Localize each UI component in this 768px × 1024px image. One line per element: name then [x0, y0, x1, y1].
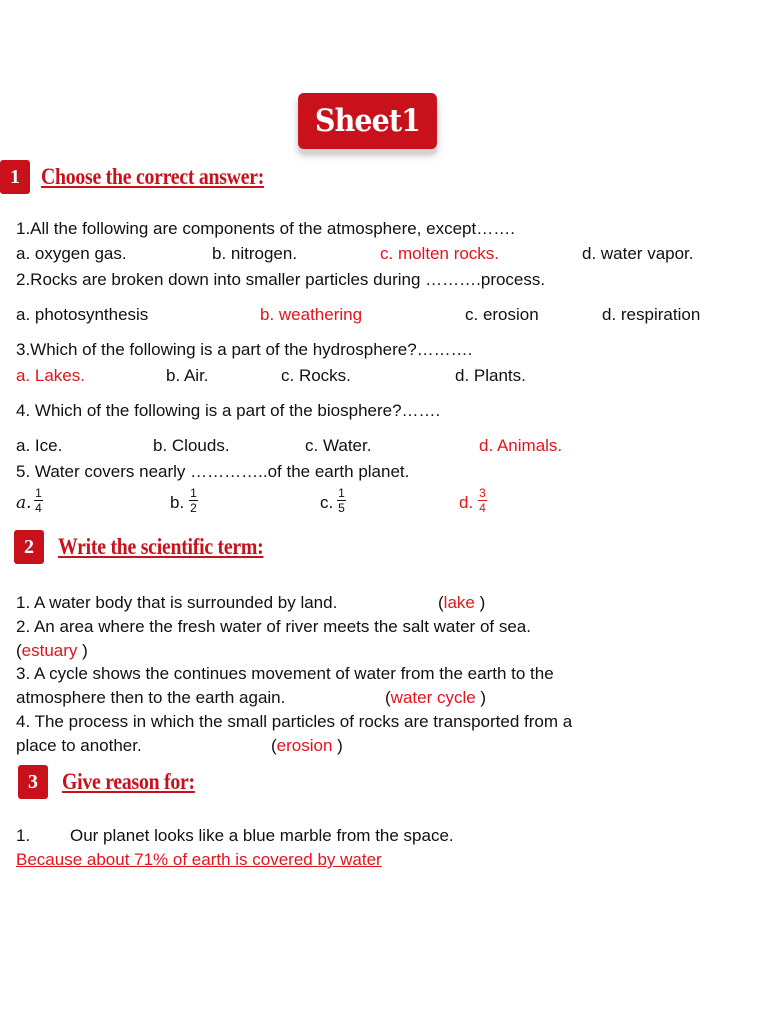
term-1-text: 1. A water body that is surrounded by land.: [16, 593, 338, 612]
q4-option-d-answer: d. Animals.: [479, 436, 563, 455]
q1-option-d: d. water vapor.: [582, 244, 694, 263]
q5-option-b-prefix: b.: [170, 493, 185, 512]
open-paren: (: [438, 593, 444, 612]
q4-option-b: b. Clouds.: [153, 436, 230, 455]
q3-option-d: d. Plants.: [455, 366, 526, 385]
q5-option-a-numerator: 1: [35, 486, 42, 500]
section-2-number: 2: [14, 530, 44, 564]
question-2-text: 2.Rocks are broken down into smaller particles during ……….process.: [16, 270, 546, 289]
sheet-title: Sheet1: [298, 93, 437, 149]
reason-1-text: Our planet looks like a blue marble from the space.: [70, 826, 454, 845]
q1-option-c-answer: c. molten rocks.: [380, 244, 500, 263]
q5-option-a-fraction: [34, 487, 43, 514]
q5-option-c-prefix: c.: [320, 493, 334, 512]
q3-option-a-answer: a. Lakes.: [16, 366, 85, 385]
section-3-number: 3: [18, 765, 48, 799]
q3-option-b: b. Air.: [166, 366, 209, 385]
q1-option-b: b. nitrogen.: [212, 244, 298, 263]
q5-option-c-numerator: 1: [338, 486, 345, 500]
term-2-text: 2. An area where the fresh water of river meets the salt water of sea.: [16, 617, 531, 636]
open-paren: (: [16, 641, 22, 660]
section-3-heading: Give reason for:: [62, 769, 195, 794]
term-4-answer: erosion: [276, 736, 333, 755]
q5-option-d-prefix-answer: d.: [459, 493, 474, 512]
term-2-answer-line: [16, 641, 88, 661]
term-4-answer-line: [271, 736, 343, 756]
q2-option-b-answer: b. weathering: [260, 305, 363, 324]
section-1-heading: Choose the correct answer:: [41, 164, 265, 189]
q2-option-c: c. erosion: [465, 305, 539, 324]
term-3-answer: water cycle: [390, 688, 476, 707]
q5-option-b-fraction: [189, 487, 198, 514]
q1-option-a: a. oxygen gas.: [16, 244, 127, 263]
close-paren: ): [77, 641, 88, 660]
q5-option-c-fraction: [337, 487, 346, 514]
question-5-text: 5. Water covers nearly …………..of the earth planet.: [16, 462, 410, 481]
q3-option-c: c. Rocks.: [281, 366, 351, 385]
q4-option-c: c. Water.: [305, 436, 372, 455]
q5-option-a-prefix: a.: [16, 493, 32, 513]
q5-option-d-numerator: 3: [479, 486, 486, 500]
reason-1-answer: Because about 71% of earth is covered by water: [16, 850, 382, 869]
term-3-text-line2: atmosphere then to the earth again.: [16, 688, 286, 707]
question-3-text: 3.Which of the following is a part of the hydrosphere?……….: [16, 340, 473, 359]
section-1-number: 1: [0, 160, 30, 194]
q5-option-b-denominator: 2: [190, 501, 197, 515]
close-paren: ): [474, 593, 486, 612]
term-3-text-line1: 3. A cycle shows the continues movement of water from the earth to the: [16, 664, 554, 683]
q2-option-d: d. respiration: [602, 305, 701, 324]
reason-1-number: 1.: [16, 826, 31, 845]
term-4-text-line1: 4. The process in which the small particles of rocks are transported from a: [16, 712, 573, 731]
close-paren: ): [332, 736, 343, 755]
question-1-text: 1.All the following are components of the atmosphere, except…….: [16, 219, 515, 238]
q5-option-d-fraction-answer: [478, 487, 487, 514]
open-paren: (: [271, 736, 277, 755]
term-3-answer-line: [385, 688, 486, 708]
section-2-heading: Write the scientific term:: [58, 534, 264, 559]
term-4-text-line2: place to another.: [16, 736, 142, 755]
q4-option-a: a. Ice.: [16, 436, 63, 455]
q5-option-a-denominator: 4: [35, 501, 42, 515]
term-1-answer-line: [438, 593, 485, 613]
q2-option-a: a. photosynthesis: [16, 305, 149, 324]
term-1-answer: lake: [443, 593, 475, 612]
close-paren: ): [475, 688, 487, 707]
question-4-text: 4. Which of the following is a part of the biosphere?…….: [16, 401, 441, 420]
term-2-answer: estuary: [21, 641, 78, 660]
q5-option-b-numerator: 1: [190, 486, 197, 500]
q5-option-d-denominator: 4: [479, 501, 486, 515]
q5-option-c-denominator: 5: [338, 501, 345, 515]
open-paren: (: [385, 688, 391, 707]
